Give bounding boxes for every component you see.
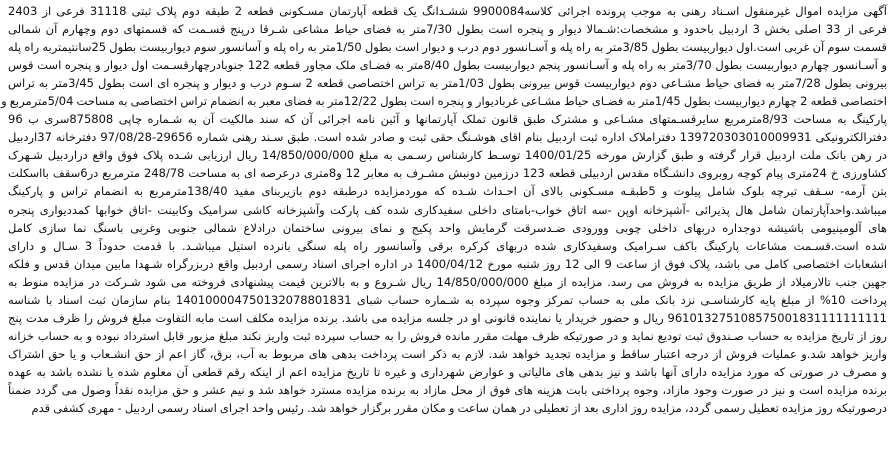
notice-line: پرداخت 10% از مبلغ پایه کارشناسـی نزد بانک ملی به حساب تمرکز وجوه سپرده به شـماره حساب شبای 140100004750132078801831 بنام سازمان ثبت اسناد با شناسه [8,292,887,307]
notice-line: 961013275108575001831111111111 ریال و حضور خریدار یا نماینده قانونی او در جلسه مزایده می باشد. برنده مزایده مکلف است مابه التفاوت مبلغ فروش را ظرف مدت پنج [8,310,887,325]
notice-line: بتن آرمه- سـقف تیرچه بلوک شامل پیلوت و 5طبقـه مسـکونی بالای آن احـداث شـده که موردمزایده درطبقه دوم بازیربنای مفید 138/40مترمربع به انضمام تراس و پارکینگ [8,184,888,199]
notice-line: میباشد.واحدآپارتمان شامل هال پذیرائی -آشپزخانه اوپن -سه اتاق خواب-بامتای داخلی سفیدکاری شده کف پارکت وآشپزخانه کاشی سرامیک وکابینت -اتاق خوابها کمددیواری پنجره [8,202,887,217]
notice-line: درصورتیکه روز مزایده تعطیل رسمی گردد، مزایده روز اداری بعد از تعطیلی در همان ساعت و مکان مقرر برگزار خواهد شد. رئیس واحد اجرای اسناد رسمی اردبیل - مهری کشفی قدم [31,401,887,416]
notice-line: روز از تاریخ مزایده به حساب صـندوق ثبت تودیع نماید و در صورتیکه ظرف مهلت مقرر مانده فروش را به حساب سپرده ثبت واریز نکند مبلغ مزبور قابل استرداد نبوده و به حساب خزانه [8,328,887,343]
notice-line: واریز خواهد شد.و عملیات فروش از درجه اعتبار ساقط و مزایده تجدید خواهد شد. لازم به ذکر است پرداخت بدهی های مربوط به آب، برق، گاز اعم از حق انشـعاب و یا حق اشتراک [8,346,887,361]
notice-line: و آسـانسور چهارم دیواربیست بطول 3/70متر به راه پله و آسـانسور پنجم دیواربیست بطول 8/40متر به فضـای ملک مجاور قطعه 122 جنوبادرچهارقسـمت اول دیوار و پنجره است قوس [8,58,887,73]
notice-line: کشاورزی خ 24متری پیام کوچه روبروی دانشـگاه مقدس اردبیلی قطعه 123 درزمین دونبش مشـرف به معابر 12 و8متری درعرصه ای به مساحت 248/78 مترمربع در6سقف بااسکلت [8,166,888,181]
notice-line: قسمت سوم آن غربی است.اول دیواربیست بطول 3/85متر به راه پله و آسـانسور دوم درب و دیوار است بطول 1/50متر به راه پله و آسانسور سوم دیواربیست بطول 25سانتیمتربه راه پله [8,40,887,55]
notice-line: جهین جنب تالارمیلاد از طریق مزایده به فروش می رسد. مزایده از مبلغ 14/850/000/000 ریال شـروع و به بالاترین قیمت پیشنهادی فروخته می شود شـرکت در مزایده منوط به [8,274,888,289]
notice-line: شده است.قسـمت مشاعات پارکینگ باکف سـرامیک وسفیدکاری شده دربهای کرکره برقی وآسانسور راه پله سنگی بانرده استیل میباشـد. با قدمت حدوداً 3 سـال و دارای [8,238,888,253]
notice-line: در رهن بانک ملت اردبیل قرار گرفته و طبق گزارش مورخه 1400/01/25 توسـط کارشناس رسـمی به مبلغ 14/850/000/000 ریال ارزیابی شـده پلاک فوق واقع دراردبیل شـهرک [8,148,887,163]
notice-line: انشعابات اختصاصی کامل می باشد، پلاک فوق از ساعت 9 الی 12 روز شنبه مورخ 1400/04/12 در اداره اجرای اسناد رسمی اردبیل واقع دربزرگراه شـهدا مابین میدان قدس و فلکه [8,256,887,271]
notice-line: فرعی از 33 اصلی بخش 3 اردبیل باحدود و مشخصات:شـمالا دیوار و پنجره است بطول 7/30متر به فضای حیاط مشاعی شـرقا درپنج قسـمت که قسمتهای دوم وچهارم آن شمالی [8,22,888,37]
notice-line: پارکینگ به مساحت 8/93مترمربع سایرقسـمتهای مشـاعی و مشترک طبق قانون تملک آپارتمانها و آئین نامه اجرائی آن که سند مالکیت آن به شـماره چاپی 875808سری ب 96 [8,112,887,127]
notice-line: آگهی مزایده اموال غیرمنقول اسـناد رهنی به موجب پرونده اجرائی کلاسه9900084 ششـدانگ یک قطعه آپارتمان مسـکونی قطعه 2 طبقه دوم پلاک ثبتی 31118 فرعی از 2403 [8,4,887,18]
notice-line: اختصاصی قطعه 2 چهارم دیواربیست بطول 1/45متر به فضـای حیاط مشـاعی غربادیوار و پنجره است بطول 12/22متر به فضای معبر به انضمام تراس اختصاصی به مساحت 5/04مترمربع و [1,94,887,109]
notice-line: برنده مزایده است و نیز در صورت وجود مازاد، وجوه پرداختی بابت هزینه های فوق از محل مازاد به برنده مزایده مسترد خواهد شد و نیم عشر و حق مزایده نقداً وصول می گردد ضمناً [8,382,887,397]
notice-line: و مصرف در صورتی که مورد مزایده دارای آنها باشد و نیز بدهی های مالیاتی و عوارض شهرداری و غیره تا تاریخ مزایده اعم از اینکه رقم قطعی آن معلوم شده یا نشده باشد به عهده [8,364,887,379]
notice-line: های آلومینیومی باشیشه دوجداره دربهای داخلی چوبی وورودی ضـدسرقت گرمایش واحد پکیج و نمای بیرونی ساختمان درادلاع شمالی جنوبی وغربی باسنگ نما سازی کامل [8,220,887,235]
notice-line: بیرونی بطول 7/28متر به فضای حیاط مشـاعی دوم دیواربیست قوس بیرونی بطول 1/03متر به تراس اختصاصی قطعه 2 سـوم درب و دیوار و پنجره ای است بطول 3/45متر به تراس [8,76,887,91]
notice-line: دفترالکترونیکی 139720303010009931 دفتراملاک اداره ثبت اردبیل بنام اقای هوشـنگ حقی ثبت و صادر شده است. طبق سـند رهنی شماره 29656-97/08/28 دفترخانه 37اردبیل [8,130,887,145]
